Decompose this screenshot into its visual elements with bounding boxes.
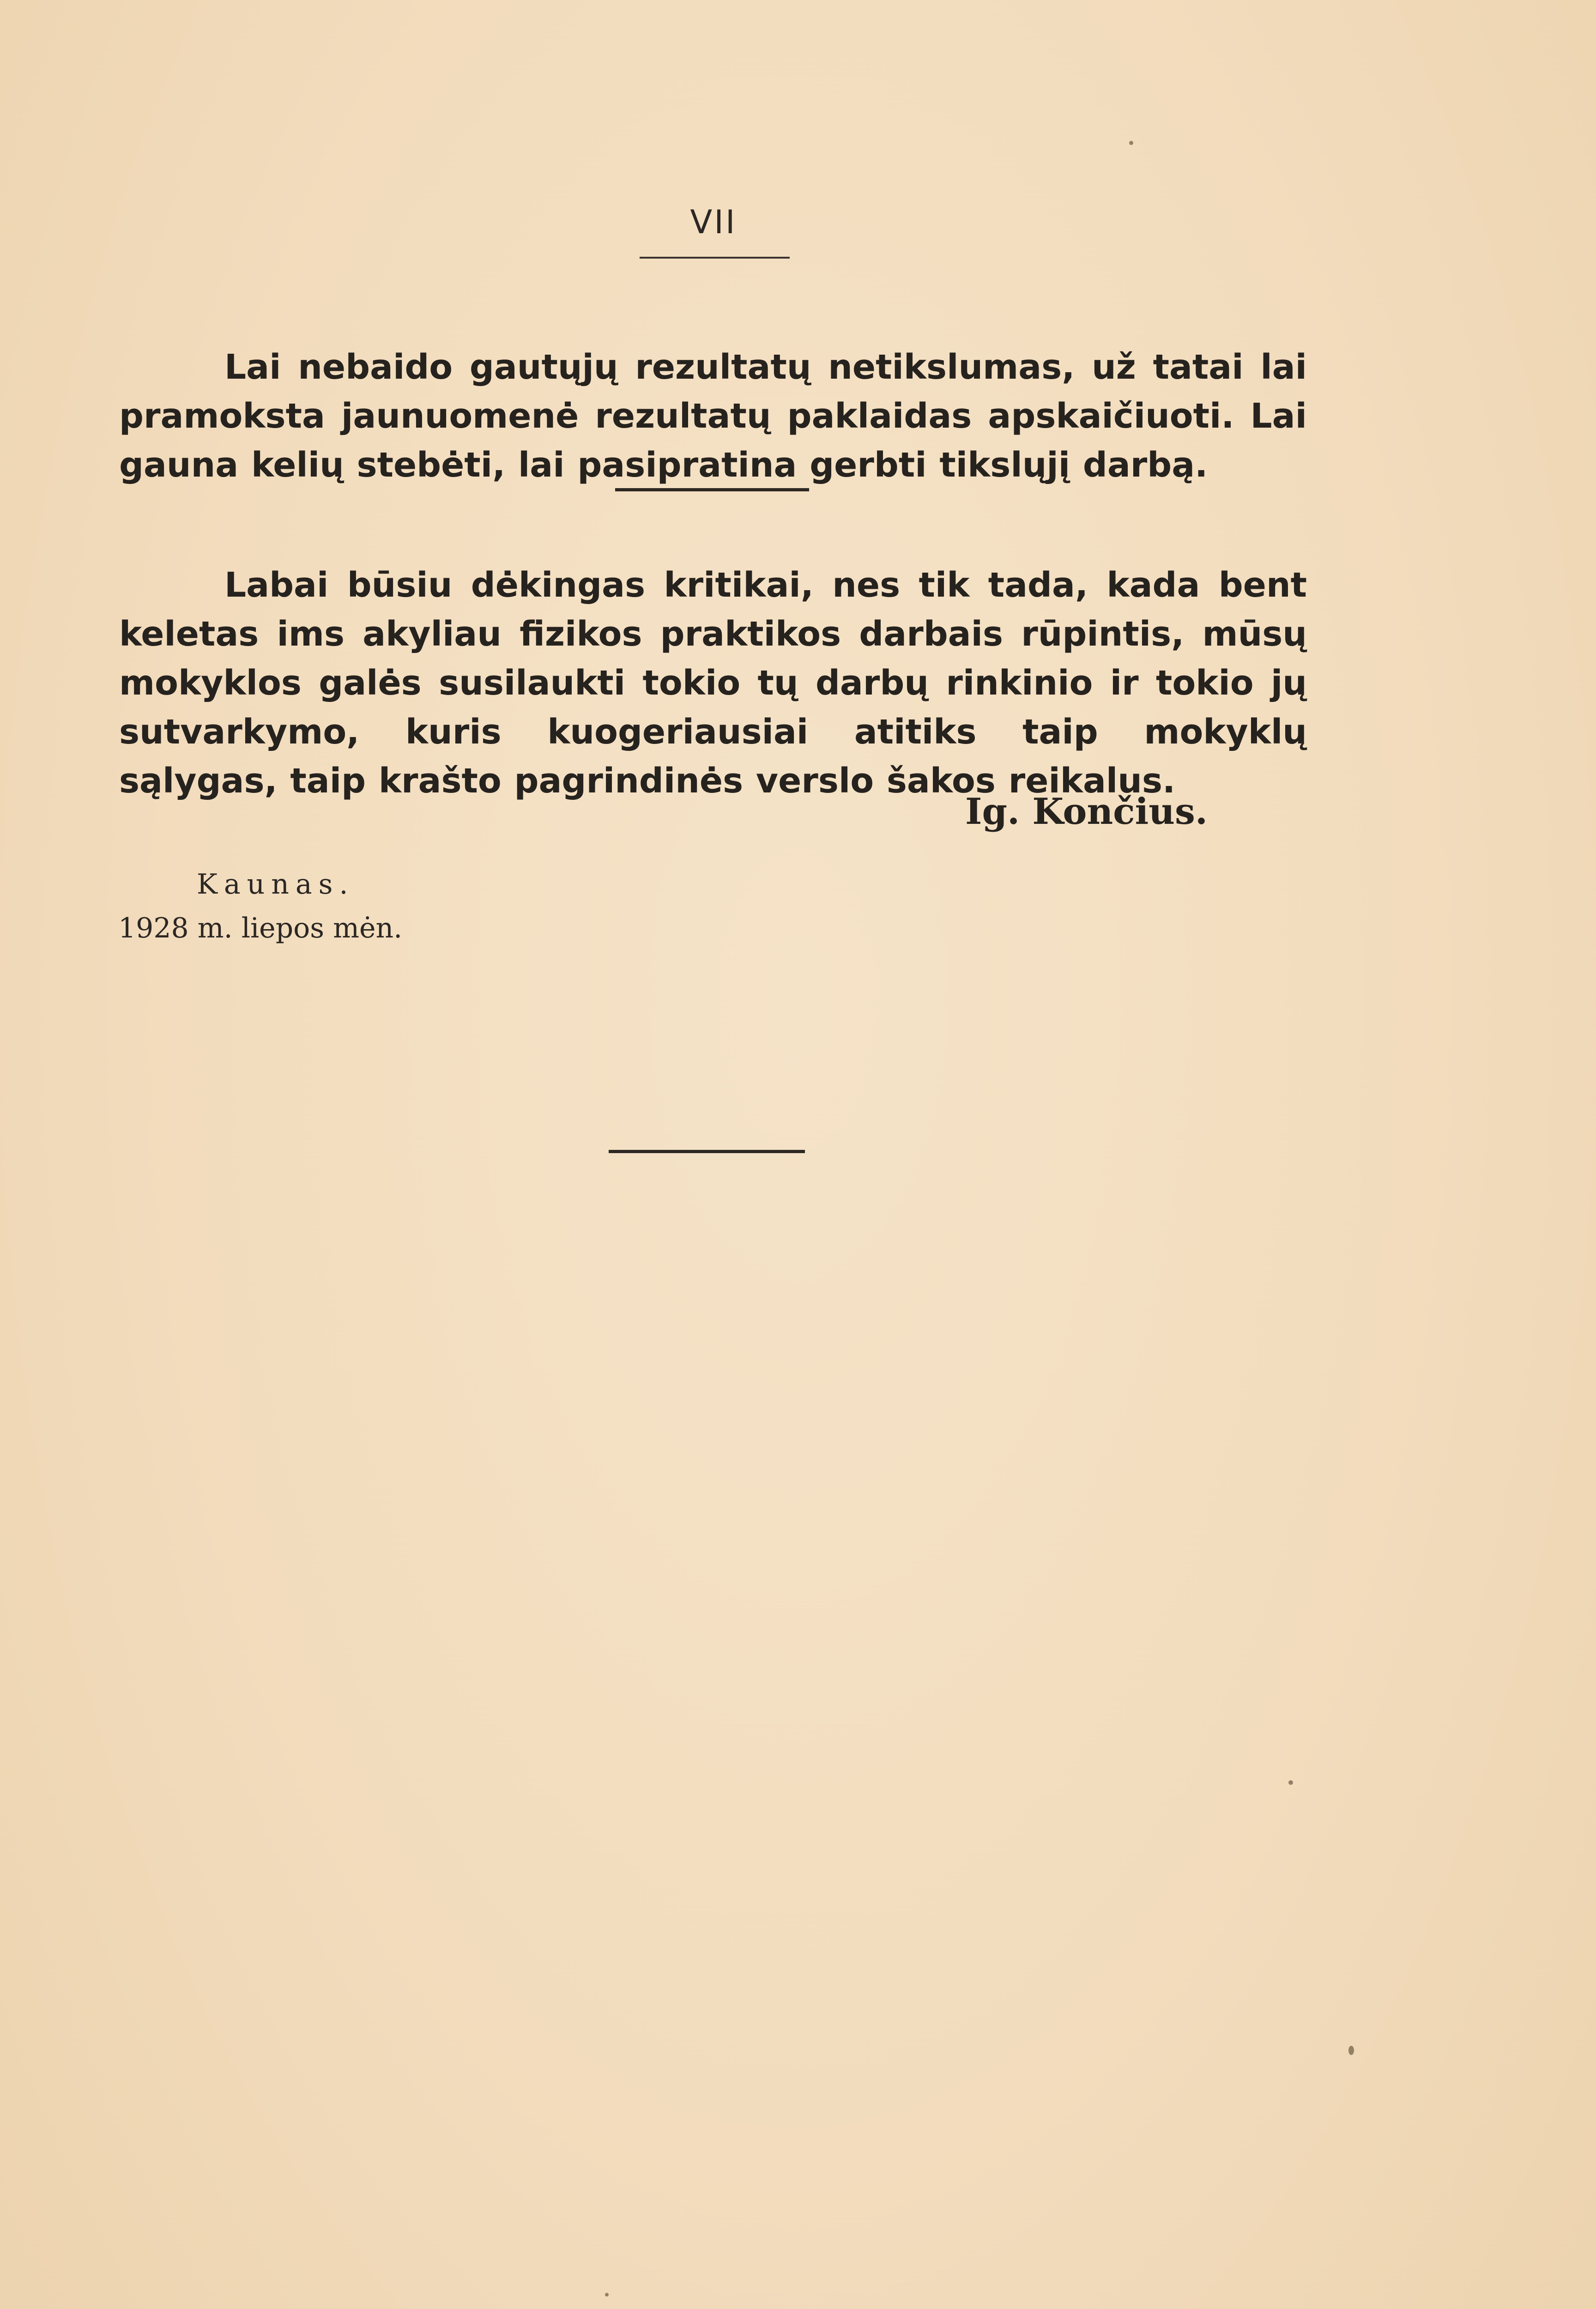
section-divider — [615, 488, 809, 491]
place-line: Kaunas. — [197, 868, 355, 901]
paper-speck — [1129, 141, 1133, 145]
page-number-underline — [640, 257, 790, 259]
paragraph-2: Labai būsiu dėkingas kritikai, nes tik tada, kada bent keletas ims akyliau fizikos praktikos darbais rūpintis, mūsų mokyklos galės susilaukti tokio tų darbų rinkinio ir tokio jų sutvarkymo, kuris kuogeriausiai atitiks taip mokyklų sąlygas, taip krašto pagrindinės verslo šakos reikalus. — [119, 565, 1307, 801]
paper-speck — [605, 2293, 609, 2297]
page-number: VII — [690, 203, 737, 241]
end-divider — [609, 1150, 805, 1153]
paper-speck — [1348, 2046, 1354, 2055]
author-signature: Ig. Končius. — [965, 791, 1208, 833]
paragraph-1: Lai nebaido gautųjų rezultatų netikslumas, už tatai lai pramoksta jaunuomenė rezultatų paklaidas apskaičiuoti. Lai gauna kelių stebėti, lai pasipratina gerbti tikslųjį darbą. — [119, 347, 1307, 485]
date-line: 1928 m. liepos mėn. — [118, 912, 403, 944]
paper-speck — [1288, 1780, 1293, 1785]
